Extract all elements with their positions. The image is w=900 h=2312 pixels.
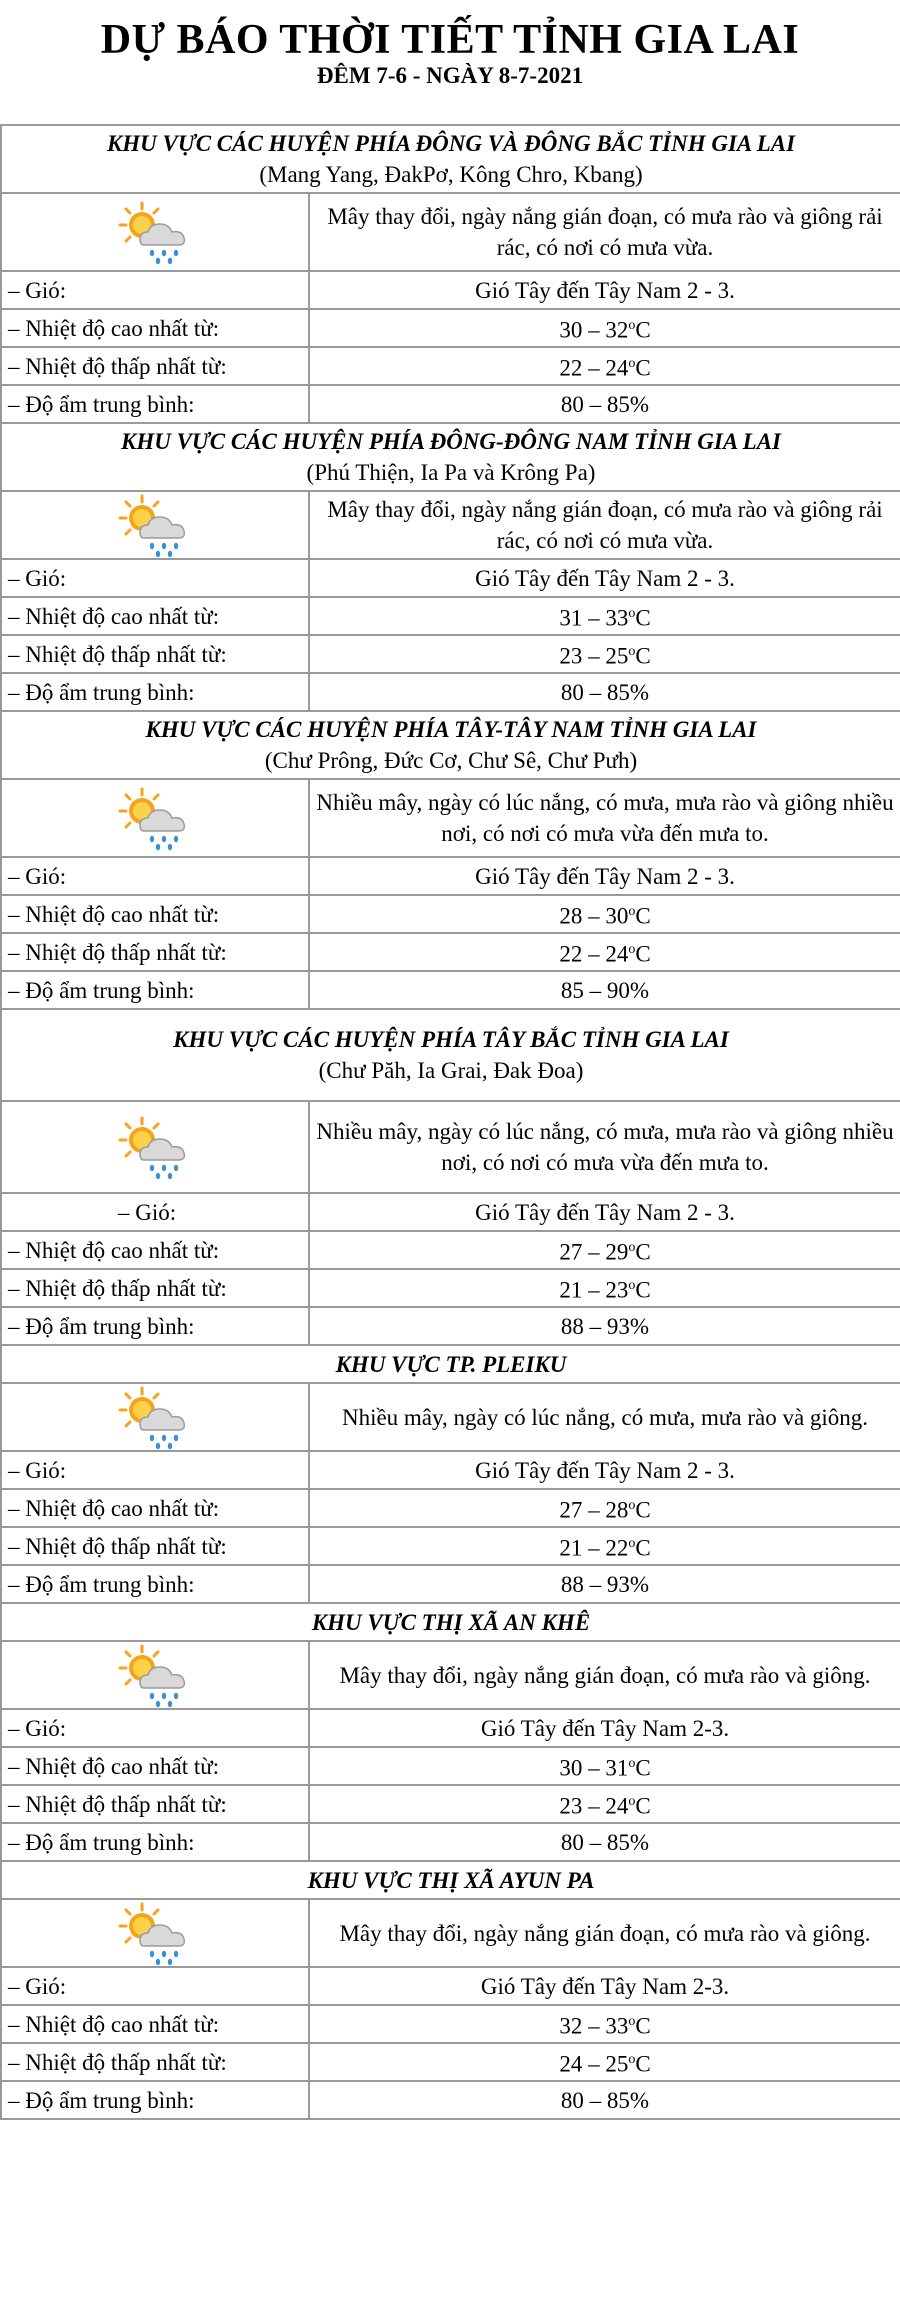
weather-description: Nhiều mây, ngày có lúc nắng, có mưa, mưa rào và giông nhiều nơi, có nơi có mưa vừa đến mưa to. <box>309 1101 900 1193</box>
wind-label: – Gió: <box>1 1709 309 1747</box>
max-temp-range: 31 – 33 <box>559 605 629 631</box>
degree-mark: o <box>628 644 636 660</box>
weather-summary-row <box>1 1899 900 1967</box>
min-temp-label: – Nhiệt độ thấp nhất từ: <box>1 1527 309 1565</box>
min-temp-value <box>309 1527 900 1565</box>
humidity-value: 80 – 85% <box>309 1823 900 1861</box>
region-areas: (Phú Thiện, Ia Pa và Krông Pa) <box>306 460 596 485</box>
max-temp-value <box>309 1489 900 1527</box>
region-title: KHU VỰC TP. PLEIKU <box>335 1351 567 1377</box>
humidity-label: – Độ ẩm trung bình: <box>1 1307 309 1345</box>
weather-summary-row <box>1 193 900 271</box>
celsius-unit: C <box>635 1277 651 1303</box>
degree-mark: o <box>628 606 636 622</box>
celsius-unit: C <box>635 355 651 381</box>
humidity-row <box>1 1823 900 1861</box>
humidity-label: – Độ ẩm trung bình: <box>1 971 309 1009</box>
wind-label: – Gió: <box>1 559 309 597</box>
degree-mark: o <box>628 1278 636 1294</box>
weather-summary-row <box>1 1383 900 1451</box>
wind-row <box>1 1193 900 1231</box>
celsius-unit: C <box>635 317 651 343</box>
max-temp-row <box>1 1231 900 1269</box>
cloud-sun-rain-icon <box>8 1642 302 1708</box>
degree-mark: o <box>628 1794 636 1810</box>
region-title: KHU VỰC CÁC HUYỆN PHÍA TÂY-TÂY NAM TỈNH GIA LAI <box>145 717 757 742</box>
humidity-value: 80 – 85% <box>309 385 900 423</box>
weather-description: Mây thay đổi, ngày nắng gián đoạn, có mưa rào và giông. <box>309 1899 900 1967</box>
humidity-value: 80 – 85% <box>309 673 900 711</box>
region-heading-row <box>1 711 900 779</box>
region-heading <box>1 1861 900 1899</box>
region-heading-row <box>1 1603 900 1641</box>
degree-mark: o <box>628 1498 636 1514</box>
celsius-unit: C <box>635 643 651 669</box>
wind-row <box>1 857 900 895</box>
wind-value: Gió Tây đến Tây Nam 2 - 3. <box>309 559 900 597</box>
wind-value: Gió Tây đến Tây Nam 2 - 3. <box>309 1193 900 1231</box>
min-temp-value <box>309 1785 900 1823</box>
humidity-label: – Độ ẩm trung bình: <box>1 2081 309 2119</box>
wind-value: Gió Tây đến Tây Nam 2 - 3. <box>309 1451 900 1489</box>
celsius-unit: C <box>635 605 651 631</box>
min-temp-label: – Nhiệt độ thấp nhất từ: <box>1 933 309 971</box>
min-temp-range: 23 – 24 <box>559 1793 629 1819</box>
degree-mark: o <box>628 904 636 920</box>
weather-description: Mây thay đổi, ngày nắng gián đoạn, có mưa rào và giông rải rác, có nơi có mưa vừa. <box>309 491 900 559</box>
max-temp-label: – Nhiệt độ cao nhất từ: <box>1 895 309 933</box>
humidity-label: – Độ ẩm trung bình: <box>1 385 309 423</box>
max-temp-value <box>309 1231 900 1269</box>
max-temp-value <box>309 2005 900 2043</box>
region-heading <box>1 125 900 193</box>
wind-row <box>1 1451 900 1489</box>
humidity-value: 88 – 93% <box>309 1565 900 1603</box>
max-temp-range: 27 – 29 <box>559 1239 629 1265</box>
min-temp-label: – Nhiệt độ thấp nhất từ: <box>1 1785 309 1823</box>
wind-row <box>1 1967 900 2005</box>
cloud-sun-rain-icon <box>8 199 302 265</box>
weather-icon-cell <box>1 1641 309 1709</box>
wind-value: Gió Tây đến Tây Nam 2 - 3. <box>309 857 900 895</box>
region-heading <box>1 711 900 779</box>
degree-mark: o <box>628 1536 636 1552</box>
humidity-row <box>1 673 900 711</box>
max-temp-value <box>309 597 900 635</box>
cloud-sun-rain-icon <box>8 1900 302 1966</box>
wind-label: – Gió: <box>1 1451 309 1489</box>
max-temp-label: – Nhiệt độ cao nhất từ: <box>1 1231 309 1269</box>
min-temp-row <box>1 1527 900 1565</box>
min-temp-range: 22 – 24 <box>559 355 629 381</box>
degree-mark: o <box>628 356 636 372</box>
max-temp-row <box>1 1489 900 1527</box>
max-temp-label: – Nhiệt độ cao nhất từ: <box>1 309 309 347</box>
weather-icon-cell <box>1 1101 309 1193</box>
max-temp-label: – Nhiệt độ cao nhất từ: <box>1 1747 309 1785</box>
min-temp-row <box>1 1269 900 1307</box>
degree-mark: o <box>628 1756 636 1772</box>
wind-row <box>1 1709 900 1747</box>
celsius-unit: C <box>635 941 651 967</box>
wind-value: Gió Tây đến Tây Nam 2-3. <box>309 1709 900 1747</box>
max-temp-range: 30 – 32 <box>559 317 629 343</box>
min-temp-label: – Nhiệt độ thấp nhất từ: <box>1 635 309 673</box>
region-heading <box>1 1603 900 1641</box>
celsius-unit: C <box>635 1535 651 1561</box>
forecast-table <box>0 124 900 2120</box>
region-title: KHU VỰC CÁC HUYỆN PHÍA ĐÔNG VÀ ĐÔNG BẮC TỈNH GIA LAI <box>106 131 796 156</box>
weather-summary-row <box>1 779 900 857</box>
wind-label: – Gió: <box>1 271 309 309</box>
wind-label: – Gió: <box>1 1967 309 2005</box>
cloud-sun-rain-icon <box>8 492 302 558</box>
humidity-label: – Độ ẩm trung bình: <box>1 1823 309 1861</box>
region-areas: (Chư Prông, Đức Cơ, Chư Sê, Chư Pưh) <box>264 748 638 773</box>
degree-mark: o <box>628 1240 636 1256</box>
max-temp-value <box>309 1747 900 1785</box>
max-temp-label: – Nhiệt độ cao nhất từ: <box>1 597 309 635</box>
degree-mark: o <box>628 942 636 958</box>
weather-summary-row <box>1 1641 900 1709</box>
min-temp-value <box>309 1269 900 1307</box>
min-temp-value <box>309 635 900 673</box>
min-temp-row <box>1 2043 900 2081</box>
page-title: DỰ BÁO THỜI TIẾT TỈNH GIA LAI <box>100 17 800 63</box>
weather-description: Mây thay đổi, ngày nắng gián đoạn, có mưa rào và giông. <box>309 1641 900 1709</box>
degree-mark: o <box>628 2014 636 2030</box>
humidity-value: 88 – 93% <box>309 1307 900 1345</box>
celsius-unit: C <box>635 1755 651 1781</box>
humidity-row <box>1 971 900 1009</box>
max-temp-row <box>1 2005 900 2043</box>
region-title: KHU VỰC CÁC HUYỆN PHÍA TÂY BẮC TỈNH GIA LAI <box>173 1027 729 1052</box>
humidity-value: 80 – 85% <box>309 2081 900 2119</box>
humidity-row <box>1 1307 900 1345</box>
wind-row <box>1 271 900 309</box>
humidity-row <box>1 2081 900 2119</box>
min-temp-value <box>309 2043 900 2081</box>
degree-mark: o <box>628 2052 636 2068</box>
min-temp-range: 23 – 25 <box>559 643 629 669</box>
humidity-row <box>1 385 900 423</box>
cloud-sun-rain-icon <box>8 785 302 851</box>
max-temp-row <box>1 309 900 347</box>
weather-icon-cell <box>1 193 309 271</box>
min-temp-value <box>309 933 900 971</box>
wind-label: – Gió: <box>1 857 309 895</box>
humidity-row <box>1 1565 900 1603</box>
humidity-value: 85 – 90% <box>309 971 900 1009</box>
region-heading-row <box>1 125 900 193</box>
min-temp-range: 21 – 22 <box>559 1535 629 1561</box>
region-heading-row <box>1 1345 900 1383</box>
region-heading-row <box>1 1861 900 1899</box>
max-temp-range: 32 – 33 <box>559 2013 629 2039</box>
celsius-unit: C <box>635 2013 651 2039</box>
wind-value: Gió Tây đến Tây Nam 2 - 3. <box>309 271 900 309</box>
max-temp-row <box>1 895 900 933</box>
region-title: KHU VỰC THỊ XÃ AN KHÊ <box>311 1609 591 1635</box>
weather-summary-row <box>1 491 900 559</box>
max-temp-value <box>309 309 900 347</box>
region-title: KHU VỰC THỊ XÃ AYUN PA <box>307 1867 595 1893</box>
celsius-unit: C <box>635 2051 651 2077</box>
max-temp-label: – Nhiệt độ cao nhất từ: <box>1 2005 309 2043</box>
min-temp-row <box>1 933 900 971</box>
region-heading-row <box>1 423 900 491</box>
region-areas: (Chư Păh, Ia Grai, Đak Đoa) <box>318 1058 584 1083</box>
wind-row <box>1 559 900 597</box>
region-heading <box>1 1009 900 1101</box>
wind-value: Gió Tây đến Tây Nam 2-3. <box>309 1967 900 2005</box>
celsius-unit: C <box>635 1239 651 1265</box>
weather-icon-cell <box>1 1899 309 1967</box>
weather-icon-cell <box>1 1383 309 1451</box>
humidity-label: – Độ ẩm trung bình: <box>1 1565 309 1603</box>
min-temp-label: – Nhiệt độ thấp nhất từ: <box>1 347 309 385</box>
region-heading-row <box>1 1009 900 1101</box>
min-temp-label: – Nhiệt độ thấp nhất từ: <box>1 1269 309 1307</box>
weather-summary-row <box>1 1101 900 1193</box>
celsius-unit: C <box>635 1793 651 1819</box>
min-temp-row <box>1 635 900 673</box>
max-temp-value <box>309 895 900 933</box>
min-temp-label: – Nhiệt độ thấp nhất từ: <box>1 2043 309 2081</box>
celsius-unit: C <box>635 903 651 929</box>
weather-description: Nhiều mây, ngày có lúc nắng, có mưa, mưa rào và giông nhiều nơi, có nơi có mưa vừa đến mưa to. <box>309 779 900 857</box>
celsius-unit: C <box>635 1497 651 1523</box>
max-temp-range: 27 – 28 <box>559 1497 629 1523</box>
region-heading <box>1 1345 900 1383</box>
page-subtitle: ĐÊM 7-6 - NGÀY 8-7-2021 <box>316 63 584 88</box>
min-temp-row <box>1 1785 900 1823</box>
region-title: KHU VỰC CÁC HUYỆN PHÍA ĐÔNG-ĐÔNG NAM TỈNH GIA LAI <box>121 429 781 454</box>
max-temp-range: 30 – 31 <box>559 1755 629 1781</box>
min-temp-range: 21 – 23 <box>559 1277 629 1303</box>
weather-icon-cell <box>1 779 309 857</box>
weather-icon-cell <box>1 491 309 559</box>
region-heading <box>1 423 900 491</box>
max-temp-row <box>1 597 900 635</box>
weather-description: Mây thay đổi, ngày nắng gián đoạn, có mưa rào và giông rải rác, có nơi có mưa vừa. <box>309 193 900 271</box>
max-temp-row <box>1 1747 900 1785</box>
wind-label: – Gió: <box>1 1193 309 1231</box>
min-temp-range: 22 – 24 <box>559 941 629 967</box>
cloud-sun-rain-icon <box>8 1114 302 1180</box>
region-areas: (Mang Yang, ĐakPơ, Kông Chro, Kbang) <box>259 162 643 187</box>
cloud-sun-rain-icon <box>8 1384 302 1450</box>
min-temp-row <box>1 347 900 385</box>
degree-mark: o <box>628 318 636 334</box>
max-temp-label: – Nhiệt độ cao nhất từ: <box>1 1489 309 1527</box>
min-temp-value <box>309 347 900 385</box>
min-temp-range: 24 – 25 <box>559 2051 629 2077</box>
max-temp-range: 28 – 30 <box>559 903 629 929</box>
weather-description: Nhiều mây, ngày có lúc nắng, có mưa, mưa rào và giông. <box>309 1383 900 1451</box>
forecast-table-body <box>1 125 900 2119</box>
humidity-label: – Độ ẩm trung bình: <box>1 673 309 711</box>
